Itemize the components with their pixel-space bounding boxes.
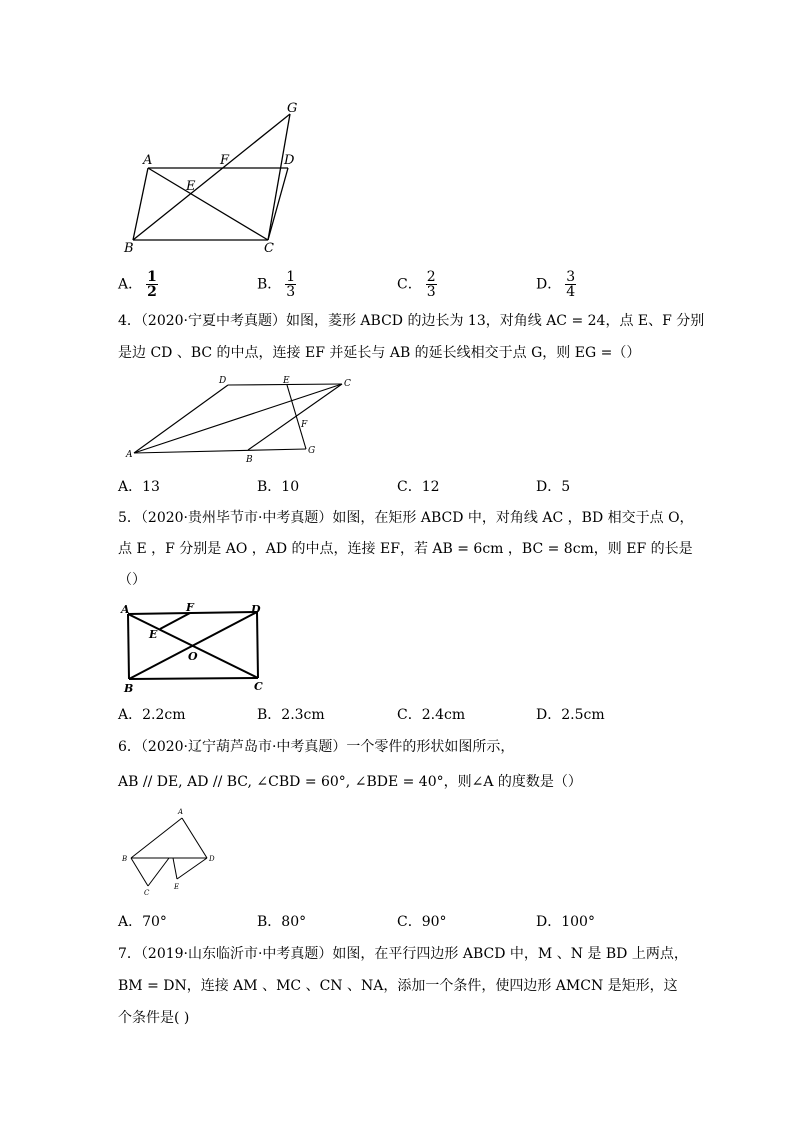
q5-text-line2: 点 E ，F 分别是 AO ，AD 的中点，连接 EF，若 AB = 6cm ，BC = 8cm，则 EF 的长是 xyxy=(118,541,693,557)
q6-option-b[interactable]: B．80° xyxy=(257,914,307,930)
fig4-label-a: A xyxy=(126,450,133,460)
q3-option-d[interactable]: D． $\frac{3}{4}$ xyxy=(536,269,576,300)
q5-option-d[interactable]: D．2.5cm xyxy=(536,707,605,723)
q3-option-b[interactable]: B． $\frac{1}{3}$ xyxy=(257,269,296,300)
q4-text-line2: 是边 CD 、BC 的中点，连接 EF 并延长与 AB 的延长线相交于点 G，则 EG =（） xyxy=(118,345,641,361)
fig5-label-f: F xyxy=(186,601,194,614)
q7-text-line1: 7．（2019·山东临沂市·中考真题）如图，在平行四边形 ABCD 中，M 、N 是 BD 上两点， xyxy=(118,946,688,962)
q4-option-a[interactable]: A．13 xyxy=(118,479,160,495)
fig6-label-d: D xyxy=(209,855,215,863)
fig3-label-f: F xyxy=(220,153,230,168)
fig5-label-b: B xyxy=(124,682,134,695)
figure-q6-part xyxy=(118,803,228,898)
q5-option-a[interactable]: A．2.2cm xyxy=(118,707,186,723)
q5-option-c[interactable]: C．2.4cm xyxy=(397,707,466,723)
fig4-label-f: F xyxy=(301,420,308,430)
q4-option-d[interactable]: D．5 xyxy=(536,479,571,495)
figure-q5-rectangle xyxy=(118,600,278,695)
fig4-label-c: C xyxy=(344,379,351,389)
fig6-label-b: B xyxy=(122,855,128,863)
q6-option-c[interactable]: C．90° xyxy=(397,914,447,930)
fig5-label-e: E xyxy=(149,628,158,641)
fig5-label-c: C xyxy=(254,680,263,693)
q5-option-b[interactable]: B．2.3cm xyxy=(257,707,325,723)
q4-option-c[interactable]: C．12 xyxy=(397,479,440,495)
figure-q4-rhombus xyxy=(118,372,368,467)
q6-text-line1: 6．（2020·辽宁葫芦岛市·中考真题）一个零件的形状如图所示， xyxy=(118,739,515,755)
fig4-label-e: E xyxy=(283,376,290,386)
q6-option-a[interactable]: A．70° xyxy=(118,914,167,930)
fig3-label-e: E xyxy=(186,179,196,194)
fig3-label-d: D xyxy=(284,153,295,168)
fig5-label-a: A xyxy=(121,603,130,616)
fig5-label-o: O xyxy=(188,650,198,663)
fig3-label-a: A xyxy=(143,153,153,168)
fig3-label-b: B xyxy=(124,241,134,256)
q5-text-line1: 5．（2020·贵州毕节市·中考真题）如图，在矩形 ABCD 中，对角线 AC ，BD 相交于点 O， xyxy=(118,510,694,526)
figure-q3-parallelogram xyxy=(118,98,318,258)
q7-text-line2: BM = DN，连接 AM 、MC 、CN 、NA，添加一个条件，使四边形 AMCN 是矩形，这 xyxy=(118,978,678,994)
q4-text-line1: 4．（2020·宁夏中考真题）如图，菱形 ABCD 的边长为 13，对角线 AC = 24，点 E、F 分别 xyxy=(118,313,705,329)
fig3-label-c: C xyxy=(264,241,274,256)
fig4-label-b: B xyxy=(246,455,253,465)
q5-text-line3: （） xyxy=(118,572,146,588)
fig4-label-g: G xyxy=(308,446,316,456)
fig5-label-d: D xyxy=(251,603,261,616)
q3-option-c[interactable]: C． $\frac{2}{3}$ xyxy=(397,269,436,300)
fig6-label-c: C xyxy=(144,889,150,897)
q4-option-b[interactable]: B．10 xyxy=(257,479,300,495)
fig4-label-d: D xyxy=(219,376,227,386)
q6-text-line2: AB // DE, AD // BC, ∠CBD = 60°, ∠BDE = 40°，则∠A 的度数是（） xyxy=(118,774,582,790)
fig6-label-e: E xyxy=(174,883,180,891)
fig3-label-g: G xyxy=(287,101,298,116)
q7-text-line3: 个条件是( ) xyxy=(118,1010,190,1026)
q3-option-a[interactable]: A． $\frac{1}{2}$ xyxy=(118,269,157,300)
q6-option-d[interactable]: D．100° xyxy=(536,914,595,930)
fig6-label-a: A xyxy=(178,808,184,816)
